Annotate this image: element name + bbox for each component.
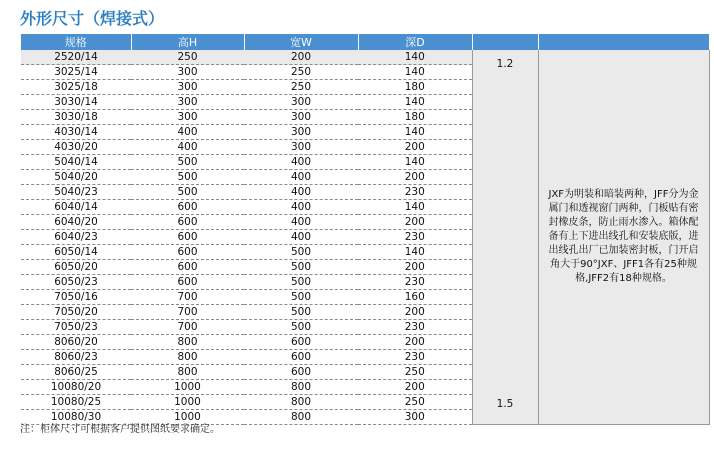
cell-spec: 8060/23 <box>21 350 131 365</box>
cell-width: 400 <box>244 170 358 185</box>
cell-width: 400 <box>244 185 358 200</box>
cell-depth: 140 <box>358 125 472 140</box>
cell-spec: 3030/18 <box>21 110 131 125</box>
cell-depth: 250 <box>358 365 472 380</box>
cell-depth: 230 <box>358 230 472 245</box>
cell-spec: 4030/14 <box>21 125 131 140</box>
cell-width: 400 <box>244 215 358 230</box>
cell-depth: 200 <box>358 380 472 395</box>
header-description <box>538 34 709 50</box>
cell-height: 700 <box>131 320 244 335</box>
cell-width: 200 <box>244 50 358 65</box>
cell-height: 800 <box>131 335 244 350</box>
table-header-row <box>21 34 709 50</box>
cell-height: 600 <box>131 260 244 275</box>
cell-depth: 230 <box>358 185 472 200</box>
cell-width: 500 <box>244 290 358 305</box>
cell-spec: 7050/16 <box>21 290 131 305</box>
cell-width: 250 <box>244 65 358 80</box>
cell-height: 300 <box>131 95 244 110</box>
cell-height: 700 <box>131 305 244 320</box>
cell-height: 1000 <box>131 410 244 425</box>
cell-spec: 10080/30 <box>21 410 131 425</box>
cell-depth: 200 <box>358 305 472 320</box>
cell-depth: 200 <box>358 260 472 275</box>
cell-width: 300 <box>244 140 358 155</box>
cell-height: 600 <box>131 230 244 245</box>
cell-width: 400 <box>244 200 358 215</box>
cell-depth: 140 <box>358 95 472 110</box>
cell-depth: 230 <box>358 320 472 335</box>
table-row <box>21 50 709 65</box>
cell-spec: 6040/23 <box>21 230 131 245</box>
description-cell: JXF为明装和暗装两种，JFF分为金属门和透视窗门两种，门板贴有密封橡皮条，防止雨水渗入。箱体配备有上下进出线孔和安装底版，进出线孔出厂已加装密封板，门开启角大于90°JXF、JFF1各有25种规格,JFF2有18种规格。 <box>538 50 709 425</box>
cell-depth: 230 <box>358 275 472 290</box>
cell-height: 500 <box>131 185 244 200</box>
cell-height: 500 <box>131 155 244 170</box>
cell-spec: 3030/14 <box>21 95 131 110</box>
cell-spec: 7050/20 <box>21 305 131 320</box>
cell-spec: 6050/20 <box>21 260 131 275</box>
cell-height: 600 <box>131 245 244 260</box>
cell-spec: 5040/23 <box>21 185 131 200</box>
cell-spec: 2520/14 <box>21 50 131 65</box>
cell-width: 300 <box>244 125 358 140</box>
header-width: 宽W <box>244 34 358 50</box>
cell-width: 500 <box>244 275 358 290</box>
cell-depth: 200 <box>358 335 472 350</box>
cell-spec: 6050/23 <box>21 275 131 290</box>
cell-depth: 180 <box>358 80 472 95</box>
cell-depth: 160 <box>358 290 472 305</box>
cell-width: 250 <box>244 80 358 95</box>
cell-width: 400 <box>244 230 358 245</box>
header-height: 高H <box>131 34 244 50</box>
cell-width: 600 <box>244 335 358 350</box>
cell-depth: 230 <box>358 350 472 365</box>
cell-height: 250 <box>131 50 244 65</box>
cell-height: 600 <box>131 215 244 230</box>
cell-spec: 7050/23 <box>21 320 131 335</box>
cell-spec: 3025/14 <box>21 65 131 80</box>
cell-height: 800 <box>131 350 244 365</box>
cell-depth: 140 <box>358 155 472 170</box>
cell-height: 700 <box>131 290 244 305</box>
header-spec: 规格 <box>21 34 131 50</box>
cell-width: 500 <box>244 245 358 260</box>
thickness-value-1: 1.2 <box>496 58 514 70</box>
cell-depth: 140 <box>358 245 472 260</box>
cell-spec: 10080/20 <box>21 380 131 395</box>
cell-height: 800 <box>131 365 244 380</box>
cell-spec: 5040/14 <box>21 155 131 170</box>
cell-spec: 4030/20 <box>21 140 131 155</box>
header-depth: 深D <box>358 34 472 50</box>
thickness-cell <box>472 50 538 425</box>
cell-height: 600 <box>131 200 244 215</box>
page-title: 外形尺寸（焊接式） <box>20 9 165 28</box>
cell-width: 400 <box>244 155 358 170</box>
cell-width: 800 <box>244 395 358 410</box>
cell-height: 300 <box>131 65 244 80</box>
cell-height: 1000 <box>131 395 244 410</box>
cell-spec: 6050/14 <box>21 245 131 260</box>
cell-height: 400 <box>131 140 244 155</box>
cell-spec: 6040/20 <box>21 215 131 230</box>
cell-width: 300 <box>244 95 358 110</box>
cell-width: 300 <box>244 110 358 125</box>
cell-depth: 140 <box>358 50 472 65</box>
cell-width: 500 <box>244 305 358 320</box>
cell-spec: 5040/20 <box>21 170 131 185</box>
cell-depth: 140 <box>358 65 472 80</box>
cell-width: 800 <box>244 410 358 425</box>
cell-height: 300 <box>131 110 244 125</box>
cell-height: 500 <box>131 170 244 185</box>
thickness-box <box>473 50 538 423</box>
cell-spec: 6040/14 <box>21 200 131 215</box>
cell-depth: 200 <box>358 140 472 155</box>
header-thickness <box>472 34 538 50</box>
table-body <box>21 50 709 425</box>
cell-width: 500 <box>244 260 358 275</box>
footnote: 注：柜体尺寸可根据客户提供图纸要求确定。 <box>20 424 220 435</box>
cell-height: 1000 <box>131 380 244 395</box>
cell-height: 400 <box>131 125 244 140</box>
cell-width: 600 <box>244 365 358 380</box>
cell-spec: 8060/25 <box>21 365 131 380</box>
cell-depth: 300 <box>358 410 472 425</box>
cell-spec: 3025/18 <box>21 80 131 95</box>
cell-width: 600 <box>244 350 358 365</box>
cell-spec: 10080/25 <box>21 395 131 410</box>
thickness-value-2: 1.5 <box>496 397 514 410</box>
cell-height: 600 <box>131 275 244 290</box>
cell-depth: 180 <box>358 110 472 125</box>
cell-height: 300 <box>131 80 244 95</box>
cell-spec: 8060/20 <box>21 335 131 350</box>
cell-depth: 140 <box>358 200 472 215</box>
cell-depth: 200 <box>358 215 472 230</box>
cell-depth: 250 <box>358 395 472 410</box>
cell-width: 500 <box>244 320 358 335</box>
dimension-table <box>21 34 710 425</box>
cell-width: 800 <box>244 380 358 395</box>
cell-depth: 200 <box>358 170 472 185</box>
